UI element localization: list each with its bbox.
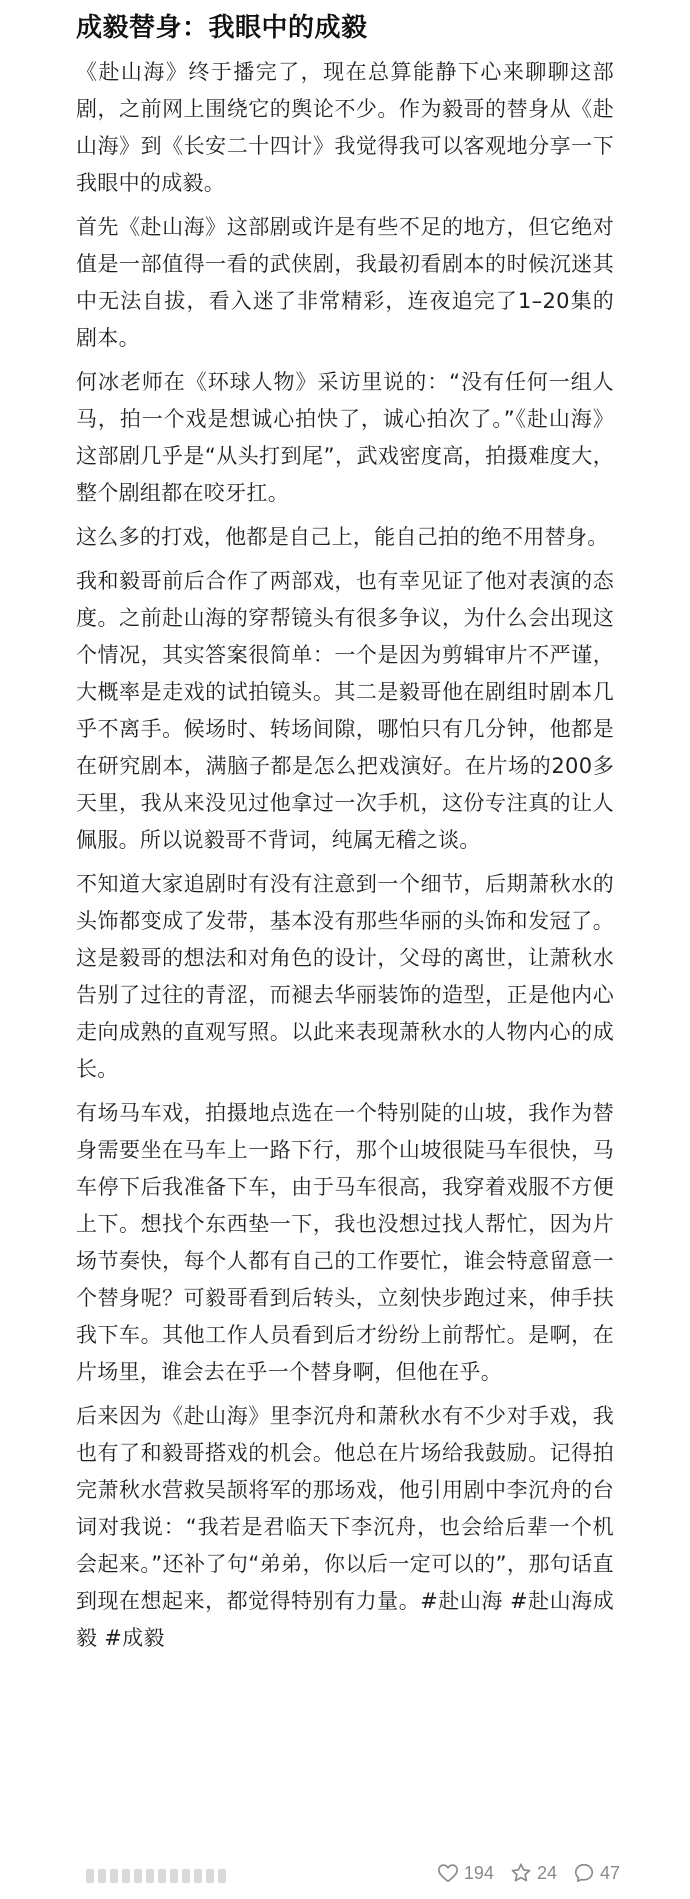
heart-icon — [437, 1863, 459, 1883]
article-paragraph-6: 不知道大家追剧时有没有注意到一个细节，后期萧秋水的头饰都变成了发带，基本没有那些华丽的头饰和发冠了。这是毅哥的想法和对角色的设计，父母的离世，让萧秋水告别了过往的青涩，而褪去华丽装饰的造型，正是他内心走向成熟的直观写照。以此来表现萧秋水的人物内心的成长。 — [76, 872, 614, 1081]
action-bar — [0, 1862, 690, 1892]
star-icon — [510, 1862, 532, 1884]
comment-button[interactable] — [573, 1862, 620, 1884]
article-paragraph-2: 首先《赴山海》这部剧或许是有些不足的地方，但它绝对值是一部值得一看的武侠剧，我最初看剧本的时候沉迷其中无法自拔，看入迷了非常精彩，连夜追完了1–20集的剧本。 — [76, 215, 614, 350]
comment-icon — [573, 1862, 595, 1884]
article-paragraph-1: 《赴山海》终于播完了，现在总算能静下心来聊聊这部剧，之前网上围绕它的舆论不少。作为毅哥的替身从《赴山海》到《长安二十四计》我觉得我可以客观地分享一下我眼中的成毅。 — [76, 60, 614, 195]
reaction-stats — [437, 1862, 620, 1884]
like-button[interactable] — [437, 1863, 494, 1884]
article-paragraph-4: 这么多的打戏，他都是自己上，能自己拍的绝不用替身。 — [76, 525, 609, 549]
favorite-count: 24 — [536, 1862, 557, 1883]
comment-count: 47 — [599, 1862, 620, 1883]
like-count: 194 — [463, 1862, 494, 1883]
article-paragraph-7: 有场马车戏，拍摄地点选在一个特别陡的山坡，我作为替身需要坐在马车上一路下行，那个山坡很陡马车很快，马车停下后我准备下车，由于马车很高，我穿着戏服不方便上下。想找个东西垫一下，我也没想过找人帮忙，因为片场节奏快，每个人都有自己的工作要忙，谁会特意留意一个替身呢？可毅哥看到后转头，立刻快步跑过来，伸手扶我下车。其他工作人员看到后才纷纷上前帮忙。是啊，在片场里，谁会去在乎一个替身啊，但他在乎。 — [76, 1101, 614, 1384]
favorite-button[interactable] — [510, 1862, 557, 1884]
article-paragraph-3: 何冰老师在《环球人物》采访里说的：“没有任何一组人马，拍一个戏是想诚心拍快了，诚心拍次了。”《赴山海》这部剧几乎是“从头打到尾”，武戏密度高，拍摄难度大，整个剧组都在咬牙扛。 — [76, 370, 614, 505]
article-title: 成毅替身：我眼中的成毅 — [76, 13, 368, 43]
page-indicator-dots — [86, 1866, 256, 1886]
article-paragraph-8: 后来因为《赴山海》里李沉舟和萧秋水有不少对手戏，我也有了和毅哥搭戏的机会。他总在片场给我鼓励。记得拍完萧秋水营救吴颉将军的那场戏，他引用剧中李沉舟的台词对我说：“我若是君临天下李沉舟，也会给后辈一个机会起来。”还补了句“弟弟，你以后一定可以的”，那句话直到现在想起来，都觉得特别有力量。#赴山海 #赴山海成毅 #成毅 — [76, 1404, 614, 1650]
article-paragraph-5: 我和毅哥前后合作了两部戏，也有幸见证了他对表演的态度。之前赴山海的穿帮镜头有很多争议，为什么会出现这个情况，其实答案很简单：一个是因为剪辑审片不严谨，大概率是走戏的试拍镜头。其二是毅哥他在剧组时剧本几乎不离手。候场时、转场间隙，哪怕只有几分钟，他都是在研究剧本，满脑子都是怎么把戏演好。在片场的200多天里，我从来没见过他拿过一次手机，这份专注真的让人佩服。所以说毅哥不背词，纯属无稽之谈。 — [76, 569, 614, 852]
